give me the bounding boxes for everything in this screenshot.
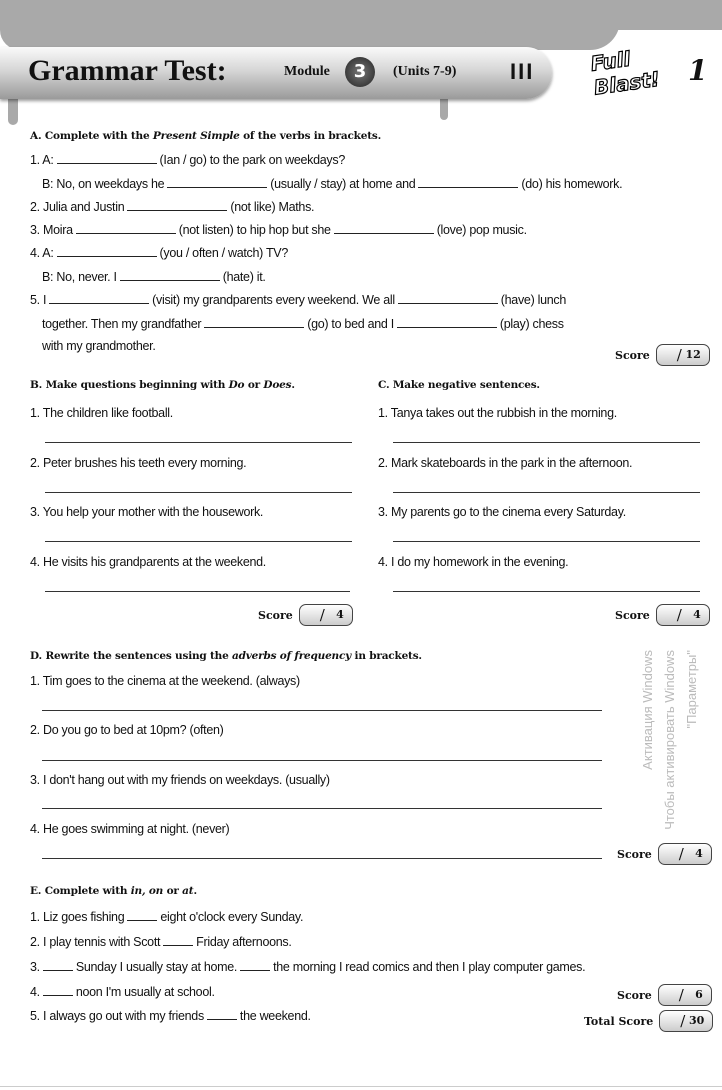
section-e-score (617, 984, 712, 1006)
section-d-score (617, 843, 712, 865)
header-paint-splash (0, 20, 620, 50)
exercise-line (30, 934, 292, 949)
exercise-line (30, 984, 215, 999)
fill-in-blank[interactable] (49, 292, 149, 304)
section-b-score (258, 604, 353, 626)
score-label: Score (617, 988, 652, 1002)
line-text: (go) to bed and I (307, 317, 394, 331)
score-box[interactable]: / 4 (658, 843, 712, 865)
answer-line[interactable] (45, 541, 352, 542)
section-d-heading (30, 650, 422, 662)
heading-emphasis: Present Simple (152, 130, 240, 142)
score-label: Score (617, 847, 652, 861)
question-item: 4. I do my homework in the evening. (378, 555, 569, 569)
page-bottom-divider (0, 1086, 722, 1087)
fill-in-blank[interactable] (127, 909, 157, 921)
fill-in-blank[interactable] (397, 316, 497, 328)
question-item: 1. The children like football. (30, 406, 173, 420)
line-text: Sunday I usually stay at home. (75, 960, 238, 974)
exercise-line (42, 316, 564, 331)
line-text: (you / often / watch) TV? (159, 246, 288, 260)
answer-line[interactable] (45, 591, 350, 592)
line-text: (Ian / go) to the park on weekdays? (159, 153, 345, 167)
fill-in-blank[interactable] (334, 222, 434, 234)
line-text: the morning I read comics and then I play computer games. (273, 960, 586, 974)
fill-in-blank[interactable] (398, 292, 498, 304)
answer-line[interactable] (42, 858, 602, 859)
section-c-score (615, 604, 710, 626)
module-number-badge: 3 (345, 57, 375, 87)
line-text: 1. A: (30, 153, 54, 167)
answer-line[interactable] (42, 808, 602, 809)
heading-text: or (163, 885, 183, 897)
exercise-line (30, 959, 585, 974)
score-label: Score (258, 608, 293, 622)
question-item: 2. Mark skateboards in the park in the afternoon. (378, 456, 633, 470)
line-text: 2. I play tennis with Scott (30, 935, 161, 949)
answer-line[interactable] (45, 442, 352, 443)
answer-line[interactable] (393, 541, 700, 542)
fill-in-blank[interactable] (57, 245, 157, 257)
line-text: (not like) Maths. (230, 200, 315, 214)
question-item: 4. He goes swimming at night. (never) (30, 822, 230, 836)
score-label: Score (615, 348, 650, 362)
fill-in-blank[interactable] (43, 959, 73, 971)
line-text: (hate) it. (222, 270, 266, 284)
line-text: 5. I always go out with my friends (30, 1009, 204, 1023)
score-max: 4 (695, 847, 703, 860)
question-item: 2. Peter brushes his teeth every morning. (30, 456, 247, 470)
heading-text: A. Complete with the (30, 130, 153, 142)
section-a-score (615, 344, 710, 366)
answer-line[interactable] (42, 710, 602, 711)
heading-text: in brackets. (351, 650, 422, 662)
fill-in-blank[interactable] (120, 269, 220, 281)
score-box[interactable]: / 4 (299, 604, 353, 626)
line-text: with my grandmother. (42, 339, 156, 353)
fill-in-blank[interactable] (240, 959, 270, 971)
line-text: 4. A: (30, 246, 54, 260)
exercise-line (42, 339, 156, 353)
line-text: the weekend. (239, 1009, 311, 1023)
fill-in-blank[interactable] (43, 984, 73, 996)
line-text: together. Then my grandfather (42, 317, 202, 331)
fill-in-blank[interactable] (207, 1008, 237, 1020)
line-text: 2. Julia and Justin (30, 200, 125, 214)
line-text: 3. (30, 960, 40, 974)
full-blast-logo: Full Blast! (589, 46, 662, 100)
heading-text: . (291, 379, 295, 391)
answer-line[interactable] (393, 492, 700, 493)
score-max: 30 (688, 1014, 705, 1027)
heading-emphasis: Do (228, 379, 245, 391)
exercise-line (30, 222, 527, 237)
heading-emphasis: Does (263, 379, 292, 391)
units-label: (Units 7-9) (393, 64, 457, 79)
question-item: 3. I don't hang out with my friends on weekdays. (usually) (30, 773, 330, 787)
line-text: (love) pop music. (436, 223, 527, 237)
line-text: B: No, on weekdays he (42, 177, 165, 191)
section-a-heading (30, 130, 381, 142)
heading-text: E. Complete with (30, 885, 131, 897)
line-text: (have) lunch (500, 293, 566, 307)
score-max: 4 (336, 608, 344, 621)
score-box[interactable]: / 30 (659, 1010, 713, 1032)
line-text: B: No, never. I (42, 270, 117, 284)
fill-in-blank[interactable] (57, 152, 157, 164)
answer-line[interactable] (42, 760, 602, 761)
fill-in-blank[interactable] (167, 176, 267, 188)
heading-text: or (244, 379, 264, 391)
heading-emphasis: adverbs of frequency (232, 650, 352, 662)
line-text: (visit) my grandparents every weekend. We all (152, 293, 395, 307)
question-item: 2. Do you go to bed at 10pm? (often) (30, 723, 224, 737)
exercise-line (30, 245, 288, 260)
heading-emphasis: at (182, 885, 194, 897)
question-item: 3. My parents go to the cinema every Saturday. (378, 505, 626, 519)
heading-emphasis: in, on (130, 885, 164, 897)
fill-in-blank[interactable] (204, 316, 304, 328)
heading-text: B. Make questions beginning with (30, 379, 229, 391)
answer-line[interactable] (393, 591, 700, 592)
exercise-line (30, 152, 345, 167)
fill-in-blank[interactable] (418, 176, 518, 188)
question-item: 3. You help your mother with the housework. (30, 505, 264, 519)
exercise-line (30, 292, 566, 307)
line-text: 4. (30, 985, 40, 999)
score-label: Score (615, 608, 650, 622)
line-text: eight o'clock every Sunday. (160, 910, 304, 924)
section-e-heading: E. Complete with in, on or at. (30, 885, 197, 897)
score-box[interactable]: / 6 (658, 984, 712, 1006)
line-text: noon I'm usually at school. (75, 985, 215, 999)
exercise-line (42, 176, 622, 191)
watermark-line: "Параметры" (684, 650, 699, 729)
page-title: Grammar Test: (28, 54, 227, 87)
line-text: Friday afternoons. (196, 935, 292, 949)
answer-line[interactable] (393, 442, 700, 443)
heading-text: D. Rewrite the sentences using the (30, 650, 233, 662)
line-text: (play) chess (499, 317, 564, 331)
watermark-line: Активация Windows (640, 650, 655, 770)
line-text: (usually / stay) at home and (270, 177, 416, 191)
heading-text: of the verbs in brackets. (239, 130, 382, 142)
watermark-line: Чтобы активировать Windows (662, 650, 677, 830)
section-c-heading: C. Make negative sentences. (378, 379, 540, 391)
score-max: 6 (695, 988, 703, 1001)
fill-in-blank[interactable] (163, 934, 193, 946)
line-text: 1. Liz goes fishing (30, 910, 125, 924)
exercise-line (30, 1008, 311, 1023)
fill-in-blank[interactable] (76, 222, 176, 234)
total-score (584, 1010, 713, 1032)
module-label: Module (284, 64, 330, 79)
question-item: 1. Tim goes to the cinema at the weekend. (always) (30, 674, 300, 688)
exercise-line (30, 199, 314, 214)
level-bars: III (510, 59, 535, 84)
logo-level-number: 1 (688, 54, 708, 87)
total-score-label: Total Score (584, 1014, 654, 1028)
exercise-line (30, 909, 303, 924)
question-item: 1. Tanya takes out the rubbish in the morning. (378, 406, 617, 420)
line-text: (do) his homework. (521, 177, 623, 191)
score-max: 4 (693, 608, 701, 621)
fill-in-blank[interactable] (127, 199, 227, 211)
score-max: 12 (685, 348, 701, 361)
exercise-line (42, 269, 266, 284)
section-b-heading (30, 379, 295, 391)
score-box[interactable]: / 12 (656, 344, 710, 366)
line-text: 5. I (30, 293, 47, 307)
line-text: (not listen) to hip hop but she (178, 223, 331, 237)
question-item: 4. He visits his grandparents at the weekend. (30, 555, 266, 569)
line-text: 3. Moira (30, 223, 73, 237)
score-box[interactable]: / 4 (656, 604, 710, 626)
answer-line[interactable] (45, 492, 352, 493)
